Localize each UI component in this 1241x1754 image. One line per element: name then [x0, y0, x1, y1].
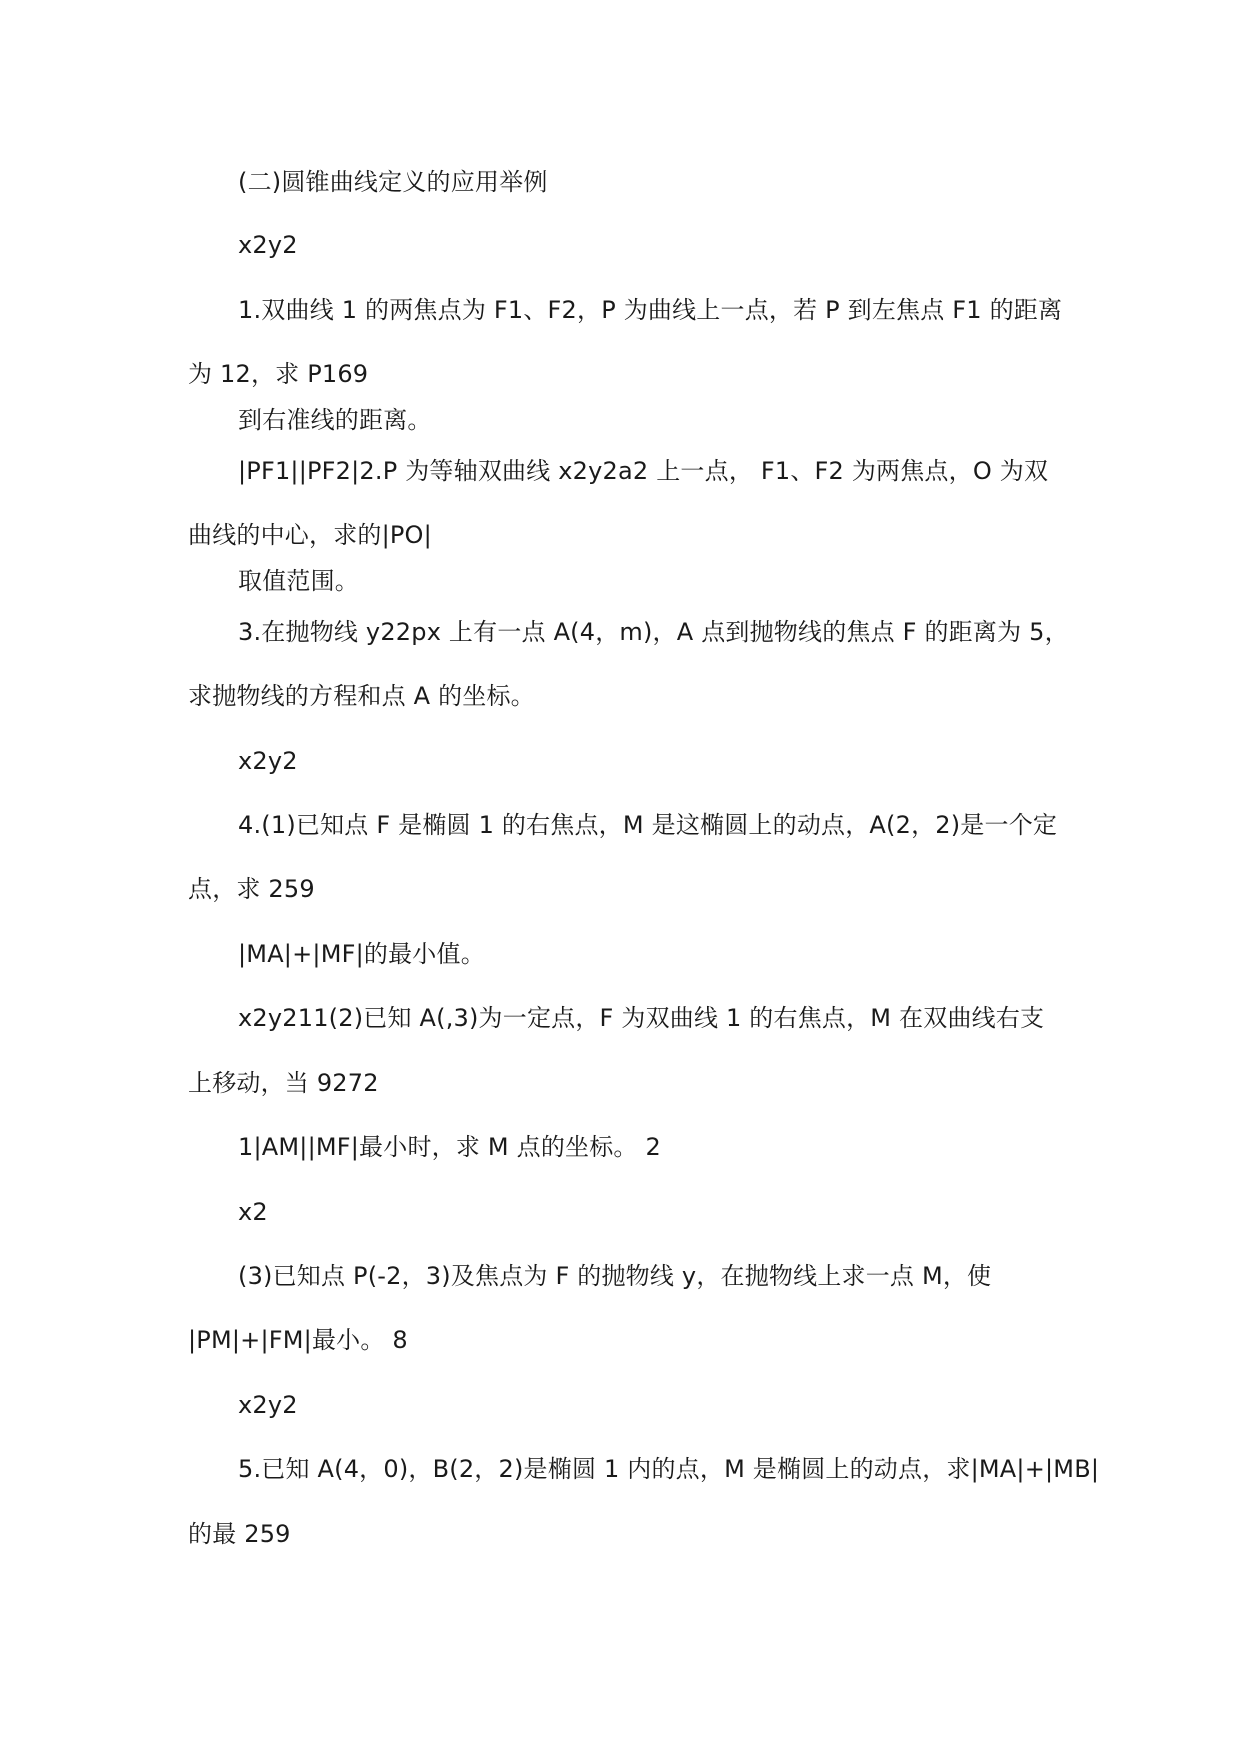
problem-2-line-3: 取值范围。 — [238, 567, 359, 595]
problem-1-line-1: 1.双曲线 1 的两焦点为 F1、F2，P 为曲线上一点，若 P 到左焦点 F1 的距离 — [238, 296, 1063, 324]
problem-2-line-1: |PF1||PF2|2.P 为等轴双曲线 x2y2a2 上一点， F1、F2 为两焦点，O 为双 — [238, 457, 1049, 485]
formula-fragment: x2y2 — [238, 1391, 298, 1419]
problem-1-line-3: 到右准线的距离。 — [238, 406, 432, 434]
problem-3-line-2: 求抛物线的方程和点 A 的坐标。 — [188, 682, 535, 710]
formula-fragment: x2 — [238, 1198, 268, 1226]
problem-4-1-line-3: |MA|+|MF|的最小值。 — [238, 940, 485, 968]
problem-4-2-line-2: 上移动，当 9272 — [188, 1069, 379, 1097]
problem-5-line-2: 的最 259 — [188, 1520, 291, 1548]
problem-2-line-2: 曲线的中心，求的|PO| — [188, 521, 432, 549]
problem-4-1-line-2: 点，求 259 — [188, 875, 315, 903]
problem-4-3-line-1: (3)已知点 P(-2，3)及焦点为 F 的抛物线 y，在抛物线上求一点 M，使 — [238, 1262, 992, 1290]
problem-5-line-1: 5.已知 A(4，0)，B(2，2)是椭圆 1 内的点，M 是椭圆上的动点，求|MA|+|MB| — [238, 1455, 1100, 1483]
problem-3-line-1: 3.在抛物线 y22px 上有一点 A(4，m)，A 点到抛物线的焦点 F 的距离为 5， — [238, 618, 1069, 646]
formula-fragment: x2y2 — [238, 231, 298, 259]
problem-4-1-line-1: 4.(1)已知点 F 是椭圆 1 的右焦点，M 是这椭圆上的动点，A(2，2)是一个定 — [238, 811, 1058, 839]
problem-4-2-line-1: x2y211(2)已知 A(,3)为一定点，F 为双曲线 1 的右焦点，M 在双曲线右支 — [238, 1004, 1045, 1032]
problem-4-2-line-3: 1|AM||MF|最小时，求 M 点的坐标。 2 — [238, 1133, 661, 1161]
problem-1-line-2: 为 12，求 P169 — [188, 360, 369, 388]
formula-fragment: x2y2 — [238, 747, 298, 775]
section-heading: (二)圆锥曲线定义的应用举例 — [238, 168, 548, 196]
problem-4-3-line-2: |PM|+|FM|最小。 8 — [188, 1326, 408, 1354]
